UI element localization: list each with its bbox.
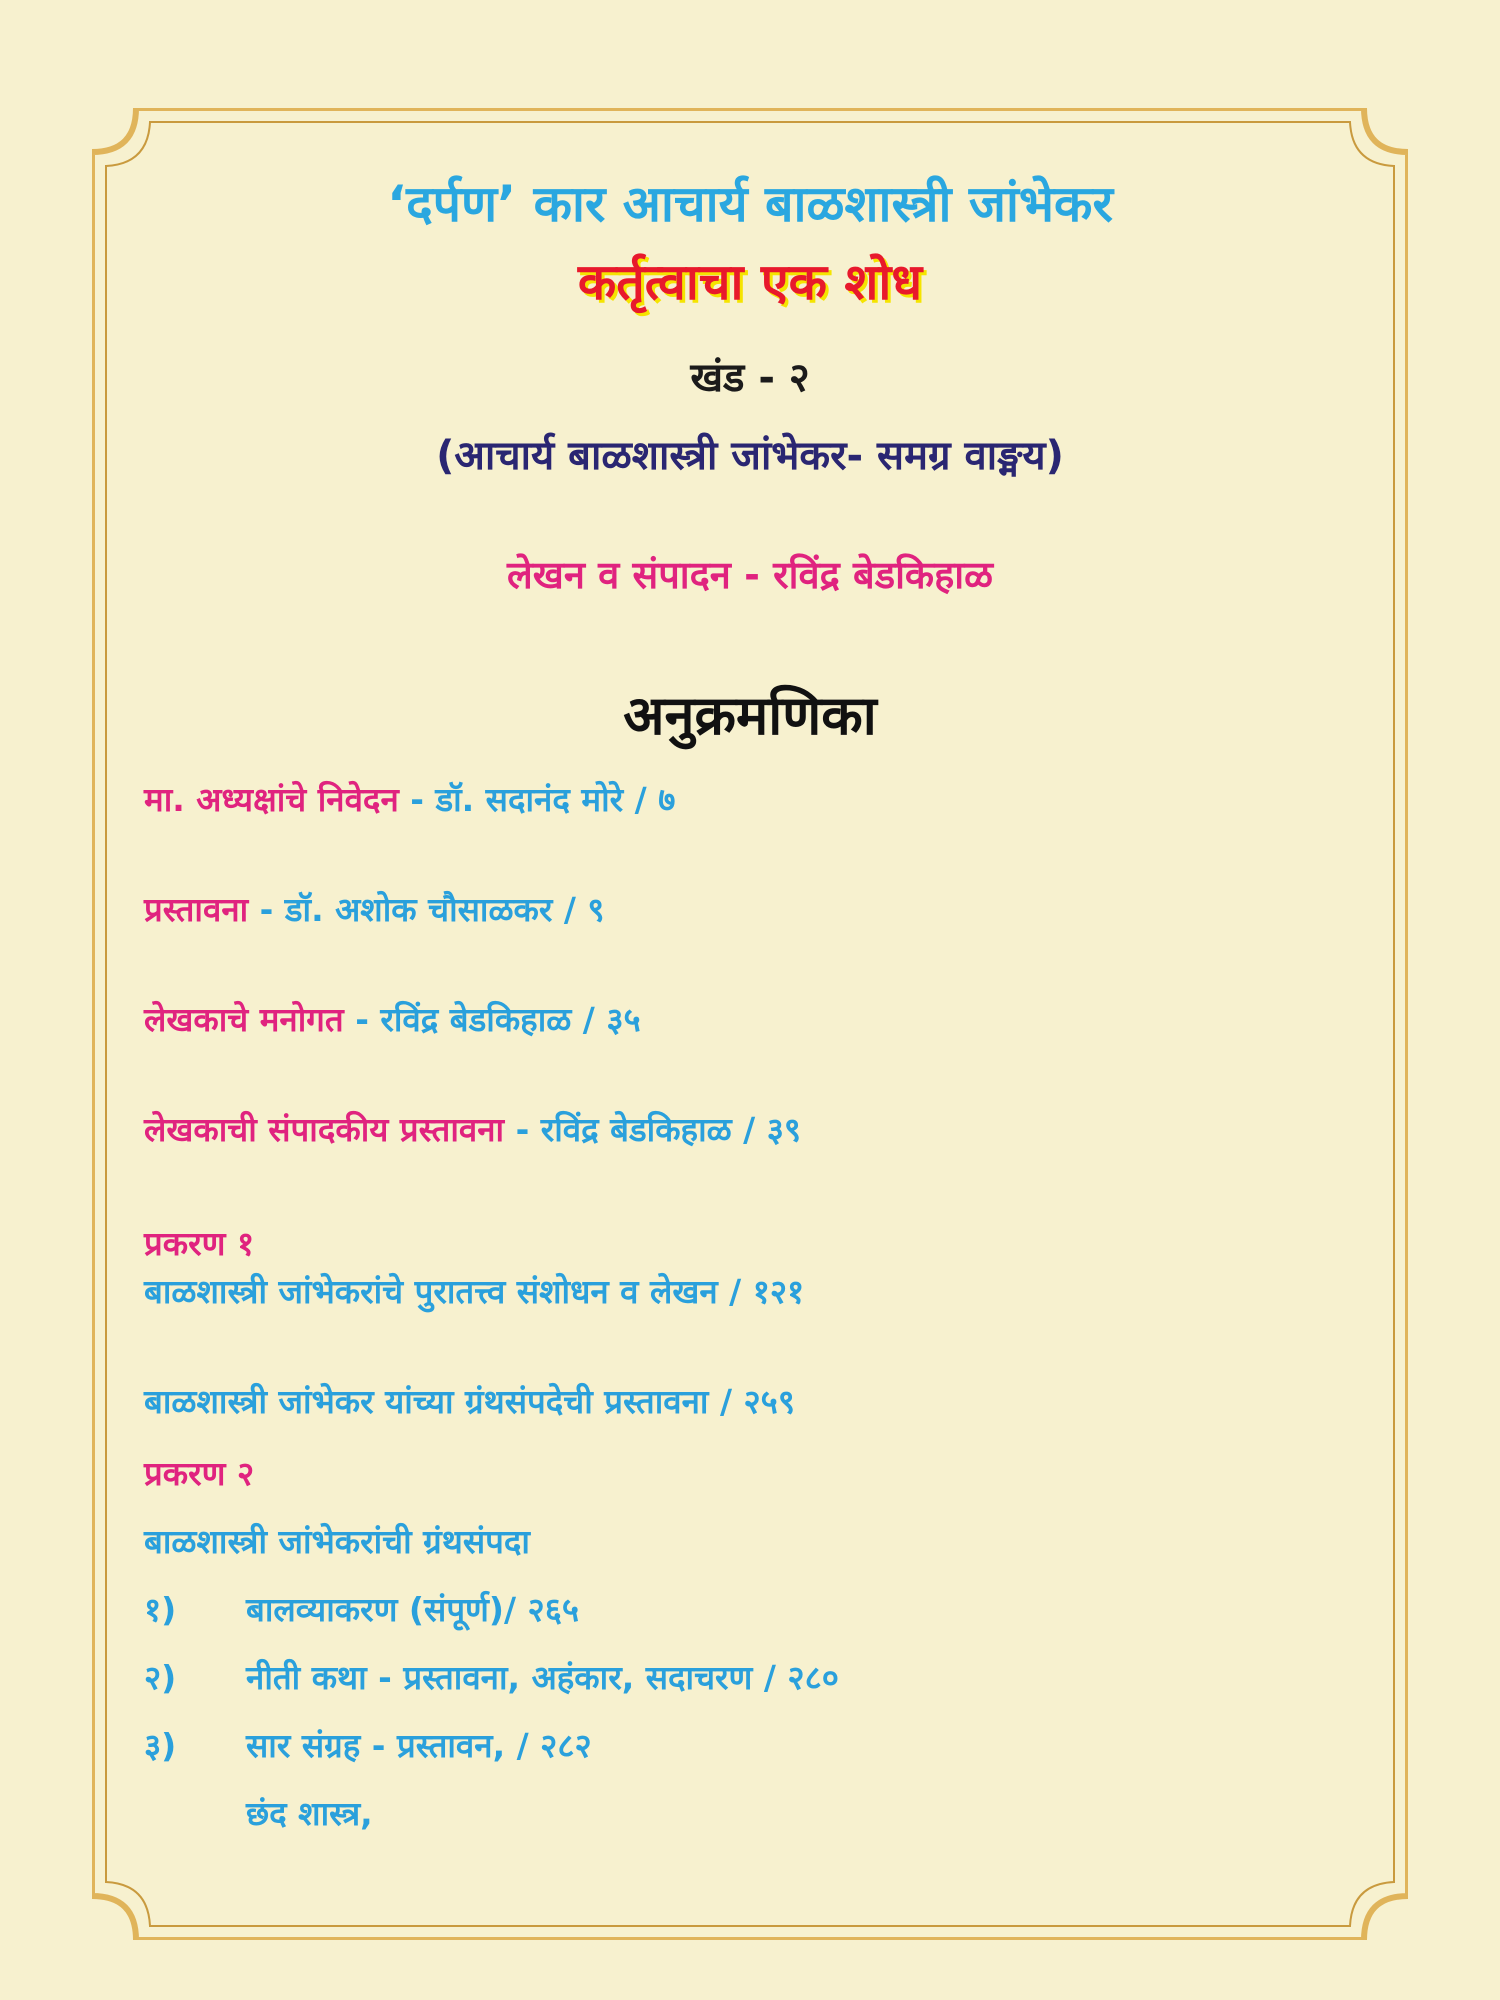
toc-entry: बाळशास्त्री जांभेकर यांच्या ग्रंथसंपदेची प्रस्तावना / २५९ xyxy=(144,1382,795,1421)
chapter-heading: बाळशास्त्री जांभेकरांची ग्रंथसंपदा xyxy=(144,1522,530,1561)
list-item-text: सार संग्रह - प्रस्तावन, / २८२ xyxy=(246,1726,592,1765)
toc-entry-title: मा. अध्यक्षांचे निवेदन xyxy=(144,780,399,819)
list-item xyxy=(144,1722,592,1767)
toc-entry-title: लेखकाचे मनोगत xyxy=(144,1000,344,1039)
book-subtitle: कर्तृत्वाचा एक शोध xyxy=(577,253,923,311)
list-item-number: २) xyxy=(144,1658,177,1697)
list-item-text: बालव्याकरण (संपूर्ण)/ २६५ xyxy=(246,1590,580,1629)
toc-entry-author-page: - डॉ. अशोक चौसाळकर / ९ xyxy=(248,890,605,929)
toc-entry-title: लेखकाची संपादकीय प्रस्तावना xyxy=(144,1110,505,1149)
book-title: ‘दर्पण’ कार आचार्य बाळशास्त्री जांभेकर xyxy=(387,175,1113,233)
toc-entry xyxy=(144,776,675,821)
series-title: (आचार्य बाळशास्त्री जांभेकर- समग्र वाङ्मय) xyxy=(436,433,1064,479)
list-item xyxy=(144,1654,839,1699)
editor-credit: लेखन व संपादन - रविंद्र बेडकिहाळ xyxy=(506,553,993,597)
toc-entry xyxy=(144,1106,801,1151)
list-item-number: १) xyxy=(144,1590,177,1629)
list-item-number: ३) xyxy=(144,1726,177,1765)
list-item xyxy=(144,1586,579,1631)
toc-entry-title: प्रस्तावना xyxy=(144,890,249,929)
list-item-text: नीती कथा - प्रस्तावना, अहंकार, सदाचरण / २८० xyxy=(246,1658,839,1697)
volume-label: खंड - २ xyxy=(690,355,810,401)
toc-entry-author-page: - डॉ. सदानंद मोरे / ७ xyxy=(398,780,676,819)
toc-heading: अनुक्रमणिका xyxy=(623,684,877,747)
toc-entry-author-page: - रविंद्र बेडकिहाळ / ३९ xyxy=(504,1110,802,1149)
list-item-continuation: छंद शास्त्र, xyxy=(246,1794,373,1833)
chapter-label: प्रकरण २ xyxy=(144,1454,255,1493)
toc-entry-author-page: - रविंद्र बेडकिहाळ / ३५ xyxy=(343,1000,641,1039)
chapter-label: प्रकरण १ xyxy=(144,1224,255,1263)
toc-entry xyxy=(144,996,641,1041)
toc-entry xyxy=(144,886,605,931)
toc-entry: बाळशास्त्री जांभेकरांचे पुरातत्त्व संशोधन व लेखन / १२१ xyxy=(144,1272,805,1311)
